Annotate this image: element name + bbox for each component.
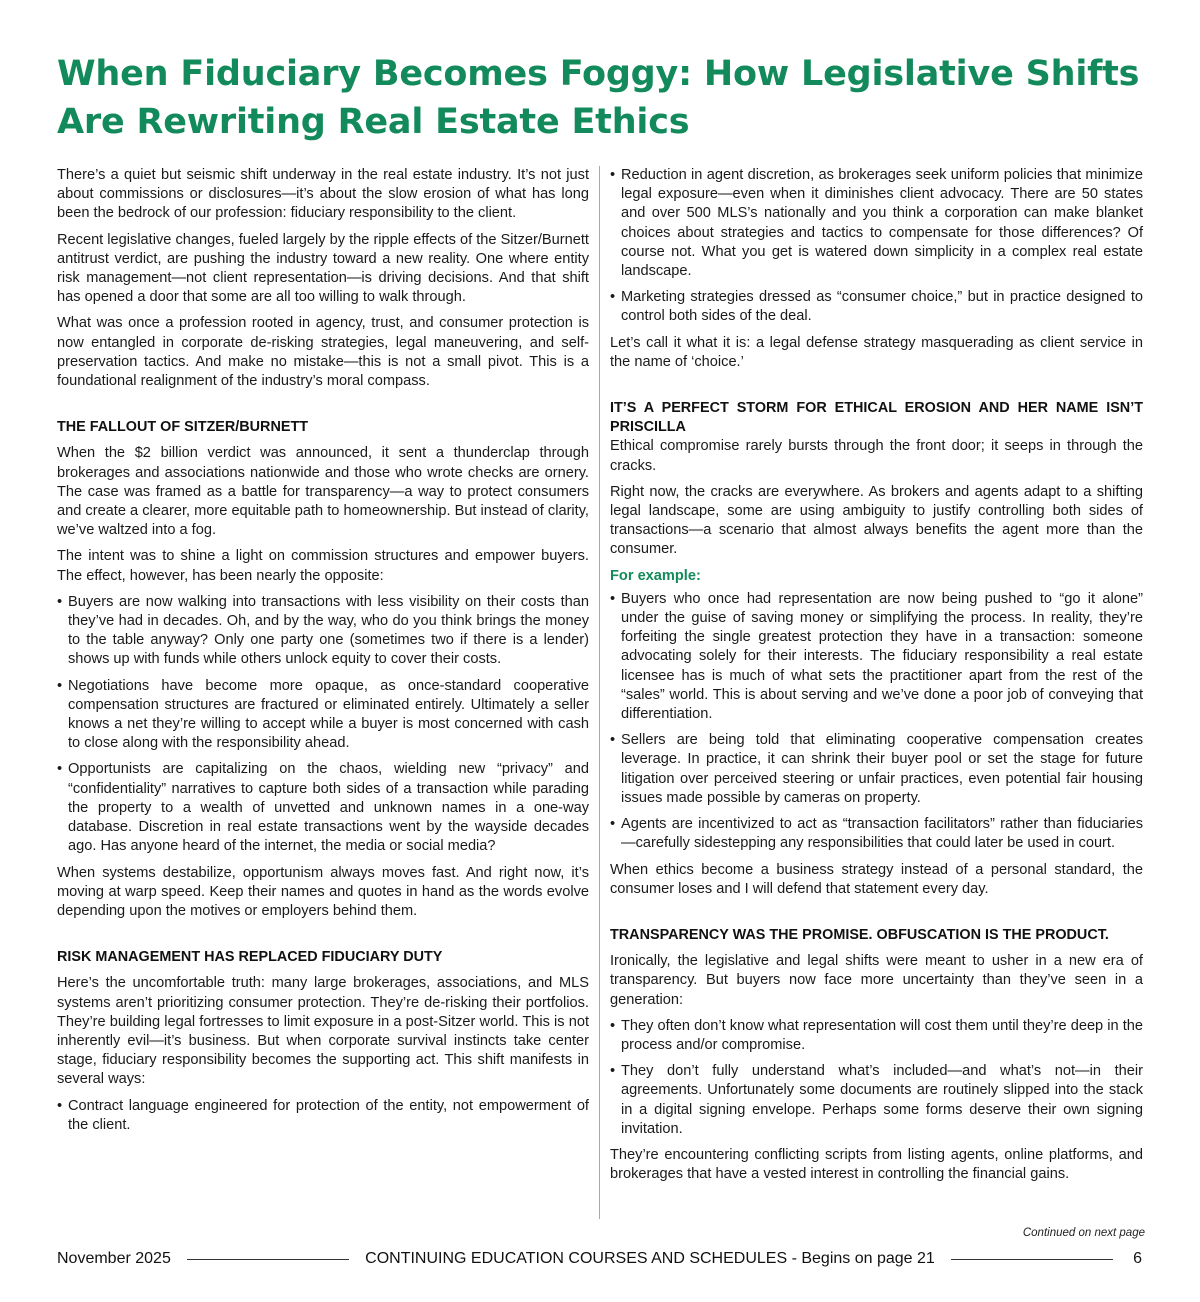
- body-paragraph: Here’s the uncomfortable truth: many large brokerages, associations, and MLS systems aren’t prioritizing consumer protection. They’re de-risking their portfolios. They’re building legal fortresses to limit exposure in a post-Sitzer world. This is not inherently evil—it’s business. But when corporate survival instincts take center stage, fiduciary responsibility becomes the supporting act. This shift manifests in several ways:: [57, 975, 589, 1088]
- footer-ce-link[interactable]: CONTINUING EDUCATION COURSES AND SCHEDULES - Begins on page 21: [365, 1250, 935, 1267]
- example-label: For example:: [610, 567, 701, 584]
- intro-paragraph: Recent legislative changes, fueled largely by the ripple effects of the Sitzer/Burnett antitrust verdict, are pushing the industry toward a new reality. One where entity risk management—not client representation—is driving decisions. And that shift has opened a door that some are all too willing to walk through.: [57, 231, 589, 306]
- left-column: [57, 166, 589, 1142]
- bullet-item: • They don’t fully understand what’s included—and what’s not—in their agreements. Unfortunately some documents are routinely slipped into the stack in a digital signing envelope. Perhaps some forms deserve their own signing invitation.: [610, 1062, 1143, 1139]
- intro-paragraph: What was once a profession rooted in agency, trust, and consumer protection is now entangled in corporate de-risking strategies, legal maneuvering, and self-preservation tactics. And make no mistake—this is not a small pivot. This is a foundational realignment of the industry’s moral compass.: [57, 315, 589, 390]
- footer-rule: [187, 1259, 349, 1260]
- body-paragraph: They’re encountering conflicting scripts from listing agents, online platforms, and brokerages that have a vested interest in controlling the financial gains.: [610, 1146, 1143, 1183]
- bullet-item: • Reduction in agent discretion, as brokerages seek uniform policies that minimize legal exposure—even when it diminishes client advocacy. There are 50 states and over 500 MLS’s nationally and you think a corporation can make blanket choices about strategies and tactics to compensate for those differences? Of course not. What you get is watered down simplicity in a complex real estate landscape.: [610, 166, 1143, 281]
- section-heading-sitzer-burnett: THE FALLOUT OF SITZER/BURNETT: [57, 419, 309, 436]
- body-paragraph: When ethics become a business strategy instead of a personal standard, the consumer loses and I will defend that statement every day.: [610, 861, 1143, 897]
- footer-rule: [951, 1259, 1113, 1260]
- page-number: 6: [1133, 1250, 1143, 1267]
- page-footer: [57, 1246, 1142, 1272]
- section-heading-risk-management: RISK MANAGEMENT HAS REPLACED FIDUCIARY DUTY: [57, 949, 443, 966]
- bullet-list: [57, 1097, 589, 1135]
- bullet-item: • They often don’t know what representation will cost them until they’re deep in the process and/or compromise.: [610, 1017, 1143, 1055]
- article-title: When Fiduciary Becomes Foggy: How Legislative Shifts Are Rewriting Real Estate Ethics: [57, 54, 1140, 142]
- bullet-item: • Contract language engineered for protection of the entity, not empowerment of the client.: [57, 1097, 589, 1135]
- bullet-item: • Negotiations have become more opaque, as once-standard cooperative compensation structures are fractured or eliminated entirely. Ultimately a seller knows a net they’re willing to accept while a buyer is most concerned with cash to close along with the responsibility ahead.: [57, 677, 589, 754]
- body-paragraph: Right now, the cracks are everywhere. As brokers and agents adapt to a shifting legal landscape, some are using ambiguity to justify controlling both sides of transactions—a scenario that almost always benefits the agent more than the consumer.: [610, 483, 1143, 558]
- bullet-list: [610, 590, 1143, 854]
- body-paragraph: When the $2 billion verdict was announced, it sent a thunderclap through brokerages and associations nationwide and those who wrote checks are ornery. The case was framed as a battle for transparency—a way to protect consumers and create a clearer, more equitable path to homeownership. But instead of clarity, we’ve waltzed into a fog.: [57, 445, 589, 539]
- footer-date: November 2025: [57, 1250, 171, 1267]
- body-paragraph: Ethical compromise rarely bursts through the front door; it seeps in through the cracks.: [610, 438, 1143, 474]
- bullet-list: [610, 1017, 1143, 1139]
- body-paragraph: The intent was to shine a light on commission structures and empower buyers. The effect, however, has been nearly the opposite:: [57, 548, 589, 584]
- bullet-item: • Buyers who once had representation are now being pushed to “go it alone” under the guise of saving money or simplifying the process. In reality, they’re forfeiting the single greatest protection they have in a transaction: someone advocating solely for their interests. The fiduciary responsibility a real estate licensee has is much of what sets the practitioner apart from the rest of the “sales” world. This is about serving and we’ve done a poor job of conveying that differentiation.: [610, 590, 1143, 724]
- continued-note: Continued on next page: [1022, 1227, 1145, 1239]
- section-heading-perfect-storm: IT’S A PERFECT STORM FOR ETHICAL EROSION AND HER NAME ISN’T PRISCILLA: [610, 400, 1143, 436]
- intro-paragraph: There’s a quiet but seismic shift underway in the real estate industry. It’s not just about commissions or disclosures—it’s about the slow erosion of what has long been the bedrock of our profession: fiduciary responsibility to the client.: [57, 167, 589, 222]
- column-divider: [599, 166, 600, 1219]
- bullet-item: • Agents are incentivized to act as “transaction facilitators” rather than fiduciaries—carefully sidestepping any responsibilities that could later be used in court.: [610, 815, 1143, 853]
- bullet-item: • Buyers are now walking into transactions with less visibility on their costs than they’ve had in decades. Oh, and by the way, who do you think brings the money to the table anyway? Only one party one (sometimes two if there is a lender) shows up with funds while others unlock equity to cover their costs.: [57, 593, 589, 670]
- bullet-item: • Opportunists are capitalizing on the chaos, wielding new “privacy” and “confidentiality” narratives to capture both sides of a transaction while parading the property to a wealth of unvetted and unknown names in a one-way database. Discretion in real estate transactions went by the wayside decades ago. Has anyone heard of the internet, the media or social media?: [57, 760, 589, 856]
- body-paragraph: Let’s call it what it is: a legal defense strategy masquerading as client service in the name of ‘choice.’: [610, 334, 1143, 370]
- bullet-item: • Marketing strategies dressed as “consumer choice,” but in practice designed to control both sides of the deal.: [610, 288, 1143, 326]
- bullet-item: • Sellers are being told that eliminating cooperative compensation creates leverage. In practice, it can shrink their buyer pool or set the stage for future litigation over perceived steering or unfair practices, even potential fair housing issues made possible by cameras on property.: [610, 731, 1143, 808]
- body-paragraph: When systems destabilize, opportunism always moves fast. And right now, it’s moving at warp speed. Keep their names and quotes in hand as the words evolve depending upon the motives or employers behind them.: [57, 864, 589, 919]
- section-heading-transparency: TRANSPARENCY WAS THE PROMISE. OBFUSCATION IS THE PRODUCT.: [610, 926, 1109, 943]
- right-column: [610, 166, 1143, 1191]
- body-paragraph: Ironically, the legislative and legal shifts were meant to usher in a new era of transparency. But buyers now face more uncertainty than they’ve seen in a generation:: [610, 953, 1143, 1008]
- bullet-list: [57, 593, 589, 857]
- bullet-list: [610, 166, 1143, 327]
